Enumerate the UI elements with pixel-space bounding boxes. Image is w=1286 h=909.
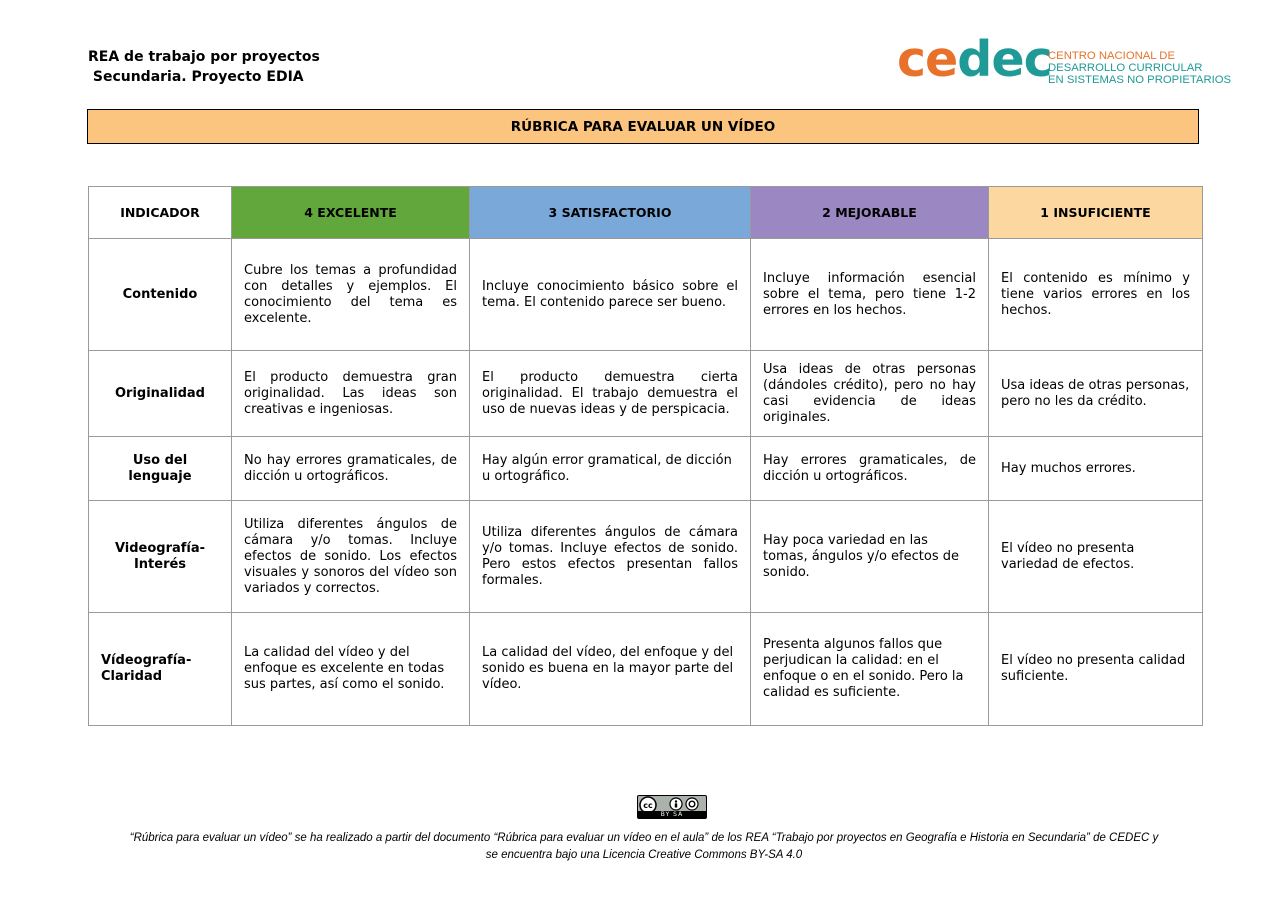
table-cell: Hay errores gramaticales, de dicción u ortográficos. [751,437,989,501]
header-insuficiente: 1 INSUFICIENTE [989,187,1203,239]
table-cell: Usa ideas de otras personas (dándoles crédito), pero no hay casi evidencia de ideas originales. [751,351,989,437]
footer-line-1: “Rúbrica para evaluar un vídeo” se ha realizado a partir del documento “Rúbrica para evaluar un vídeo en el aula” de los REA “Trabajo por proyectos en Geografía e Historia en Secundaria” de CEDEC y [129,832,1159,844]
row-indicator: Vídeografía-Claridad [89,613,232,726]
table-header-row [89,187,1203,239]
cedec-logo-subtitle: CENTRO NACIONAL DE DESARROLLO CURRICULAR EN SISTEMAS NO PROPIETARIOS [1048,50,1232,86]
document-header [88,47,320,87]
table-cell: El producto demuestra gran originalidad. Las ideas son creativas e ingeniosas. [232,351,470,437]
table-cell: El producto demuestra cierta originalidad. El trabajo demuestra el uso de nuevas ideas y de perspicacia. [470,351,751,437]
table-cell: No hay errores gramaticales, de dicción u ortográficos. [232,437,470,501]
table-cell: Hay algún error gramatical, de dicción u ortográfico. [470,437,751,501]
row-indicator: Videografía-Interés [89,501,232,613]
table-cell: Utiliza diferentes ángulos de cámara y/o tomas. Incluye efectos de sonido. Los efectos visuales y sonoros del vídeo son variados y correctos. [232,501,470,613]
cc-license-icon [638,796,705,812]
table-cell: Hay poca variedad en las tomas, ángulos y/o efectos de sonido. [751,501,989,613]
row-indicator: Uso del lenguaje [89,437,232,501]
table-cell: La calidad del vídeo y del enfoque es excelente en todas sus partes, así como el sonido. [232,613,470,726]
footer-line-2: se encuentra bajo una Licencia Creative Commons BY-SA 4.0 [485,849,803,861]
table-row [89,351,1203,437]
table-cell: El vídeo no presenta calidad suficiente. [989,613,1203,726]
cc-by-sa-badge[interactable] [637,795,707,819]
table-cell: Hay muchos errores. [989,437,1203,501]
table-cell: La calidad del vídeo, del enfoque y del sonido es buena en la mayor parte del vídeo. [470,613,751,726]
row-indicator: Contenido [89,239,232,351]
table-row [89,613,1203,726]
table-cell: Presenta algunos fallos que perjudican la calidad: en el enfoque o en el sonido. Pero la calidad es suficiente. [751,613,989,726]
header-indicator: INDICADOR [89,187,232,239]
table-cell: Utiliza diferentes ángulos de cámara y/o tomas. Incluye efectos de sonido. Pero estos efectos presentan fallos formales. [470,501,751,613]
table-cell: El contenido es mínimo y tiene varios errores en los hechos. [989,239,1203,351]
table-cell: Incluye conocimiento básico sobre el tema. El contenido parece ser bueno. [470,239,751,351]
cedec-logo [897,31,1232,90]
table-cell: Cubre los temas a profundidad con detalles y ejemplos. El conocimiento del tema es excelente. [232,239,470,351]
header-mejorable: 2 MEJORABLE [751,187,989,239]
header-satisfactorio: 3 SATISFACTORIO [470,187,751,239]
rubric-table [88,186,1203,726]
svg-text:cc: cc [643,801,653,810]
header-excelente: 4 EXCELENTE [232,187,470,239]
cc-badge-label: BY SA [638,811,706,818]
table-row [89,501,1203,613]
rubric-title: RÚBRICA PARA EVALUAR UN VÍDEO [87,109,1199,144]
table-row [89,437,1203,501]
header-line-2: Secundaria. Proyecto EDIA [88,69,304,85]
table-cell: El vídeo no presenta variedad de efectos. [989,501,1203,613]
row-indicator: Originalidad [89,351,232,437]
table-cell: Usa ideas de otras personas, pero no les da crédito. [989,351,1203,437]
table-cell: Incluye información esencial sobre el tema, pero tiene 1-2 errores en los hechos. [751,239,989,351]
table-row [89,239,1203,351]
cedec-logo-word: cedec [897,31,1052,88]
header-line-1: REA de trabajo por proyectos [88,49,320,65]
license-footer [88,830,1200,864]
